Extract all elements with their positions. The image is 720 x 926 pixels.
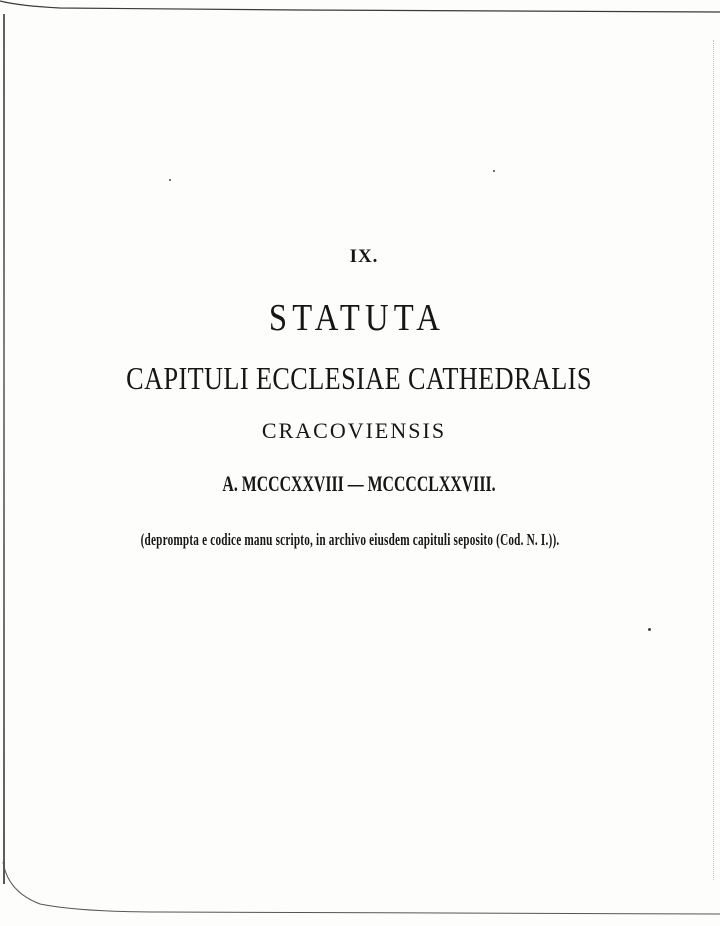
page-right-edge	[712, 40, 714, 880]
page-top-edge	[0, 0, 720, 20]
scan-speck	[493, 170, 495, 172]
document-title: STATUTA	[268, 297, 446, 339]
document-city: CRACOVIENSIS	[261, 418, 447, 443]
document-subtitle: CAPITULI ECCLESIAE CATHEDRALIS	[126, 360, 592, 396]
year-range: A. MCCCXXVIII — MCCCCLXXVIII.	[222, 471, 496, 496]
page-left-edge	[3, 14, 5, 884]
source-note: (deprompta e codice manu scripto, in archivo eiusdem capituli seposito (Cod. N. I.)).	[140, 530, 560, 549]
page-bottom-edge	[0, 862, 720, 922]
scan-speck	[648, 628, 651, 631]
scan-speck	[169, 179, 171, 181]
section-number: IX.	[349, 246, 379, 267]
